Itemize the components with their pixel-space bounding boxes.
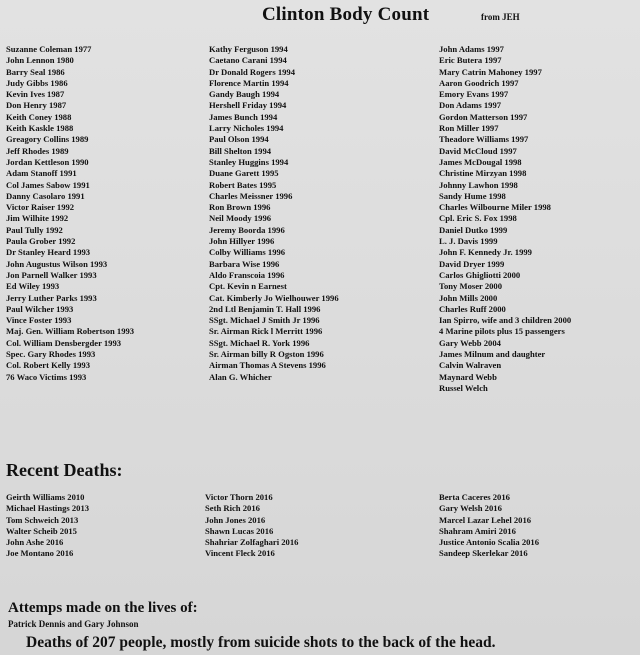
name-entry: Cpt. Kevin n Earnest	[209, 281, 287, 292]
name-entry: Jon Parnell Walker 1993	[6, 269, 97, 280]
name-entry: Dr Stanley Heard 1993	[6, 247, 91, 258]
name-entry: Ian Spirro, wife and 3 children 2000	[439, 315, 572, 326]
name-entry: SSgt. Michael J Smith Jr 1996	[209, 315, 320, 326]
name-entry: L. J. Davis 1999	[439, 236, 498, 247]
recent-column-3	[439, 492, 539, 560]
name-entry: Vincent Fleck 2016	[205, 548, 275, 559]
name-entry: Charles Meissner 1996	[209, 190, 293, 201]
name-entry: Seth Rich 2016	[205, 503, 260, 514]
attempts-names: Patrick Dennis and Gary Johnson	[8, 619, 139, 629]
name-entry: Duane Garett 1995	[209, 168, 279, 179]
name-entry: Barry Seal 1986	[6, 66, 65, 77]
attempts-heading: Attemps made on the lives of:	[8, 600, 198, 616]
name-entry: Paula Grober 1992	[6, 236, 76, 247]
name-entry: Mary Catrin Mahoney 1997	[439, 66, 542, 77]
name-entry: Berta Caceres 2016	[439, 492, 510, 502]
name-entry: John Ashe 2016	[6, 537, 64, 548]
name-entry: Dr Donald Rogers 1994	[209, 66, 296, 77]
name-entry: Gordon Matterson 1997	[439, 111, 528, 122]
recent-column-1	[6, 492, 89, 560]
name-entry: Ron Miller 1997	[439, 123, 499, 134]
name-entry: Kevin Ives 1987	[6, 89, 65, 100]
name-entry: Airman Thomas A Stevens 1996	[209, 360, 326, 371]
name-entry: Russel Welch	[439, 382, 488, 393]
name-entry: Stanley Huggins 1994	[209, 156, 289, 167]
name-entry: Gandy Baugh 1994	[209, 89, 280, 100]
name-entry: Sr. Airman billy R Ogston 1996	[209, 349, 324, 360]
name-entry: 76 Waco Victims 1993	[6, 371, 87, 382]
name-entry: Aldo Franscoia 1996	[209, 269, 285, 280]
name-entry: Keith Kaskle 1988	[6, 123, 74, 134]
name-entry: Ron Brown 1996	[209, 202, 271, 213]
names-column-2	[209, 44, 339, 383]
name-entry: Col. William Densbergder 1993	[6, 337, 122, 348]
name-entry: Don Adams 1997	[439, 100, 502, 111]
name-entry: Maynard Webb	[439, 371, 497, 382]
name-entry: Theadore Williams 1997	[439, 134, 529, 145]
name-entry: James Bunch 1994	[209, 111, 278, 122]
name-entry: Colby Williams 1996	[209, 247, 286, 258]
name-entry: Cat. Kimberly Jo Wielhouwer 1996	[209, 292, 339, 303]
name-entry: Emory Evans 1997	[439, 89, 509, 100]
names-column-3	[439, 44, 571, 394]
name-entry: Sandy Hume 1998	[439, 190, 506, 201]
name-entry: Justice Antonio Scalia 2016	[439, 537, 540, 548]
source-credit: from JEH	[481, 12, 520, 22]
name-entry: Col. Robert Kelly 1993	[6, 360, 91, 371]
name-entry: Tom Schweich 2013	[6, 514, 79, 525]
name-entry: David McCloud 1997	[439, 145, 517, 156]
name-entry: Caetano Carani 1994	[209, 55, 287, 66]
name-entry: Kathy Ferguson 1994	[209, 44, 288, 54]
name-entry: Geirth Williams 2010	[6, 492, 85, 502]
name-entry: Charles Wilbourne Miler 1998	[439, 202, 551, 213]
name-entry: Charles Ruff 2000	[439, 303, 506, 314]
name-entry: Bill Shelton 1994	[209, 145, 272, 156]
name-entry: Spec. Gary Rhodes 1993	[6, 349, 96, 360]
name-entry: Paul Olson 1994	[209, 134, 269, 145]
name-entry: Neil Moody 1996	[209, 213, 272, 224]
name-entry: John Augustus Wilson 1993	[6, 258, 108, 269]
name-entry: Jim Wilhite 1992	[6, 213, 69, 224]
name-entry: John Hillyer 1996	[209, 236, 275, 247]
name-entry: Greagory Collins 1989	[6, 134, 89, 145]
name-entry: Larry Nicholes 1994	[209, 123, 284, 134]
name-entry: Alan G. Whicher	[209, 371, 272, 382]
name-entry: Paul Tully 1992	[6, 224, 63, 235]
name-entry: Joe Montano 2016	[6, 548, 74, 559]
footer-caption: Deaths of 207 people, mostly from suicide shots to the back of the head.	[26, 634, 496, 651]
name-entry: John Lennon 1980	[6, 55, 74, 66]
recent-deaths-heading: Recent Deaths:	[6, 460, 123, 480]
name-entry: Florence Martin 1994	[209, 77, 289, 88]
name-entry: Hershell Friday 1994	[209, 100, 287, 111]
name-entry: Sandeep Skerlekar 2016	[439, 548, 528, 559]
name-entry: Gary Webb 2004	[439, 337, 501, 348]
name-entry: Adam Stanoff 1991	[6, 168, 77, 179]
name-entry: Cpl. Eric S. Fox 1998	[439, 213, 517, 224]
page-title: Clinton Body Count	[262, 4, 430, 25]
name-entry: Shawn Lucas 2016	[205, 525, 274, 536]
name-entry: Christine Mirzyan 1998	[439, 168, 527, 179]
name-entry: Aaron Goodrich 1997	[439, 77, 519, 88]
name-entry: Eric Butera 1997	[439, 55, 502, 66]
recent-column-2	[205, 492, 298, 560]
name-entry: Paul Wilcher 1993	[6, 303, 74, 314]
name-entry: Calvin Walraven	[439, 360, 502, 371]
name-entry: Vince Foster 1993	[6, 315, 72, 326]
name-entry: Jerry Luther Parks 1993	[6, 292, 97, 303]
name-entry: Johnny Lawhon 1998	[439, 179, 518, 190]
name-entry: Judy Gibbs 1986	[6, 77, 68, 88]
name-entry: Maj. Gen. William Robertson 1993	[6, 326, 135, 337]
name-entry: Gary Welsh 2016	[439, 503, 502, 514]
name-entry: Carlos Ghigliotti 2000	[439, 269, 521, 280]
name-entry: 4 Marine pilots plus 15 passengers	[439, 326, 565, 337]
name-entry: Victor Thorn 2016	[205, 492, 273, 502]
name-entry: Michael Hastings 2013	[6, 503, 90, 514]
name-entry: David Dryer 1999	[439, 258, 505, 269]
name-entry: Ed Wiley 1993	[6, 281, 60, 292]
name-entry: Don Henry 1987	[6, 100, 67, 111]
name-entry: James Milnum and daughter	[439, 349, 546, 360]
name-entry: James McDougal 1998	[439, 156, 522, 167]
name-entry: Sr. Airman Rick l Merritt 1996	[209, 326, 323, 337]
name-entry: Jeff Rhodes 1989	[6, 145, 69, 156]
name-entry: Shahriar Zolfaghari 2016	[205, 537, 299, 548]
name-entry: 2nd Ltl Benjamin T. Hall 1996	[209, 303, 321, 314]
name-entry: John Mills 2000	[439, 292, 498, 303]
name-entry: John Adams 1997	[439, 44, 504, 54]
name-entry: Suzanne Coleman 1977	[6, 44, 92, 54]
name-entry: Jeremy Boorda 1996	[209, 224, 285, 235]
name-entry: Victor Raiser 1992	[6, 202, 75, 213]
name-entry: John Jones 2016	[205, 514, 266, 525]
name-entry: Marcel Lazar Lehel 2016	[439, 514, 532, 525]
name-entry: Barbara Wise 1996	[209, 258, 280, 269]
name-entry: Col James Sabow 1991	[6, 179, 90, 190]
name-entry: Jordan Kettleson 1990	[6, 156, 89, 167]
name-entry: Daniel Dutko 1999	[439, 224, 508, 235]
name-entry: John F. Kennedy Jr. 1999	[439, 247, 532, 258]
name-entry: Danny Casolaro 1991	[6, 190, 85, 201]
names-column-1	[6, 44, 134, 383]
name-entry: Keith Coney 1988	[6, 111, 72, 122]
name-entry: Shahram Amiri 2016	[439, 525, 516, 536]
name-entry: Walter Scheib 2015	[6, 525, 77, 536]
name-entry: Robert Bates 1995	[209, 179, 277, 190]
name-entry: SSgt. Michael R. York 1996	[209, 337, 310, 348]
name-entry: Tony Moser 2000	[439, 281, 503, 292]
